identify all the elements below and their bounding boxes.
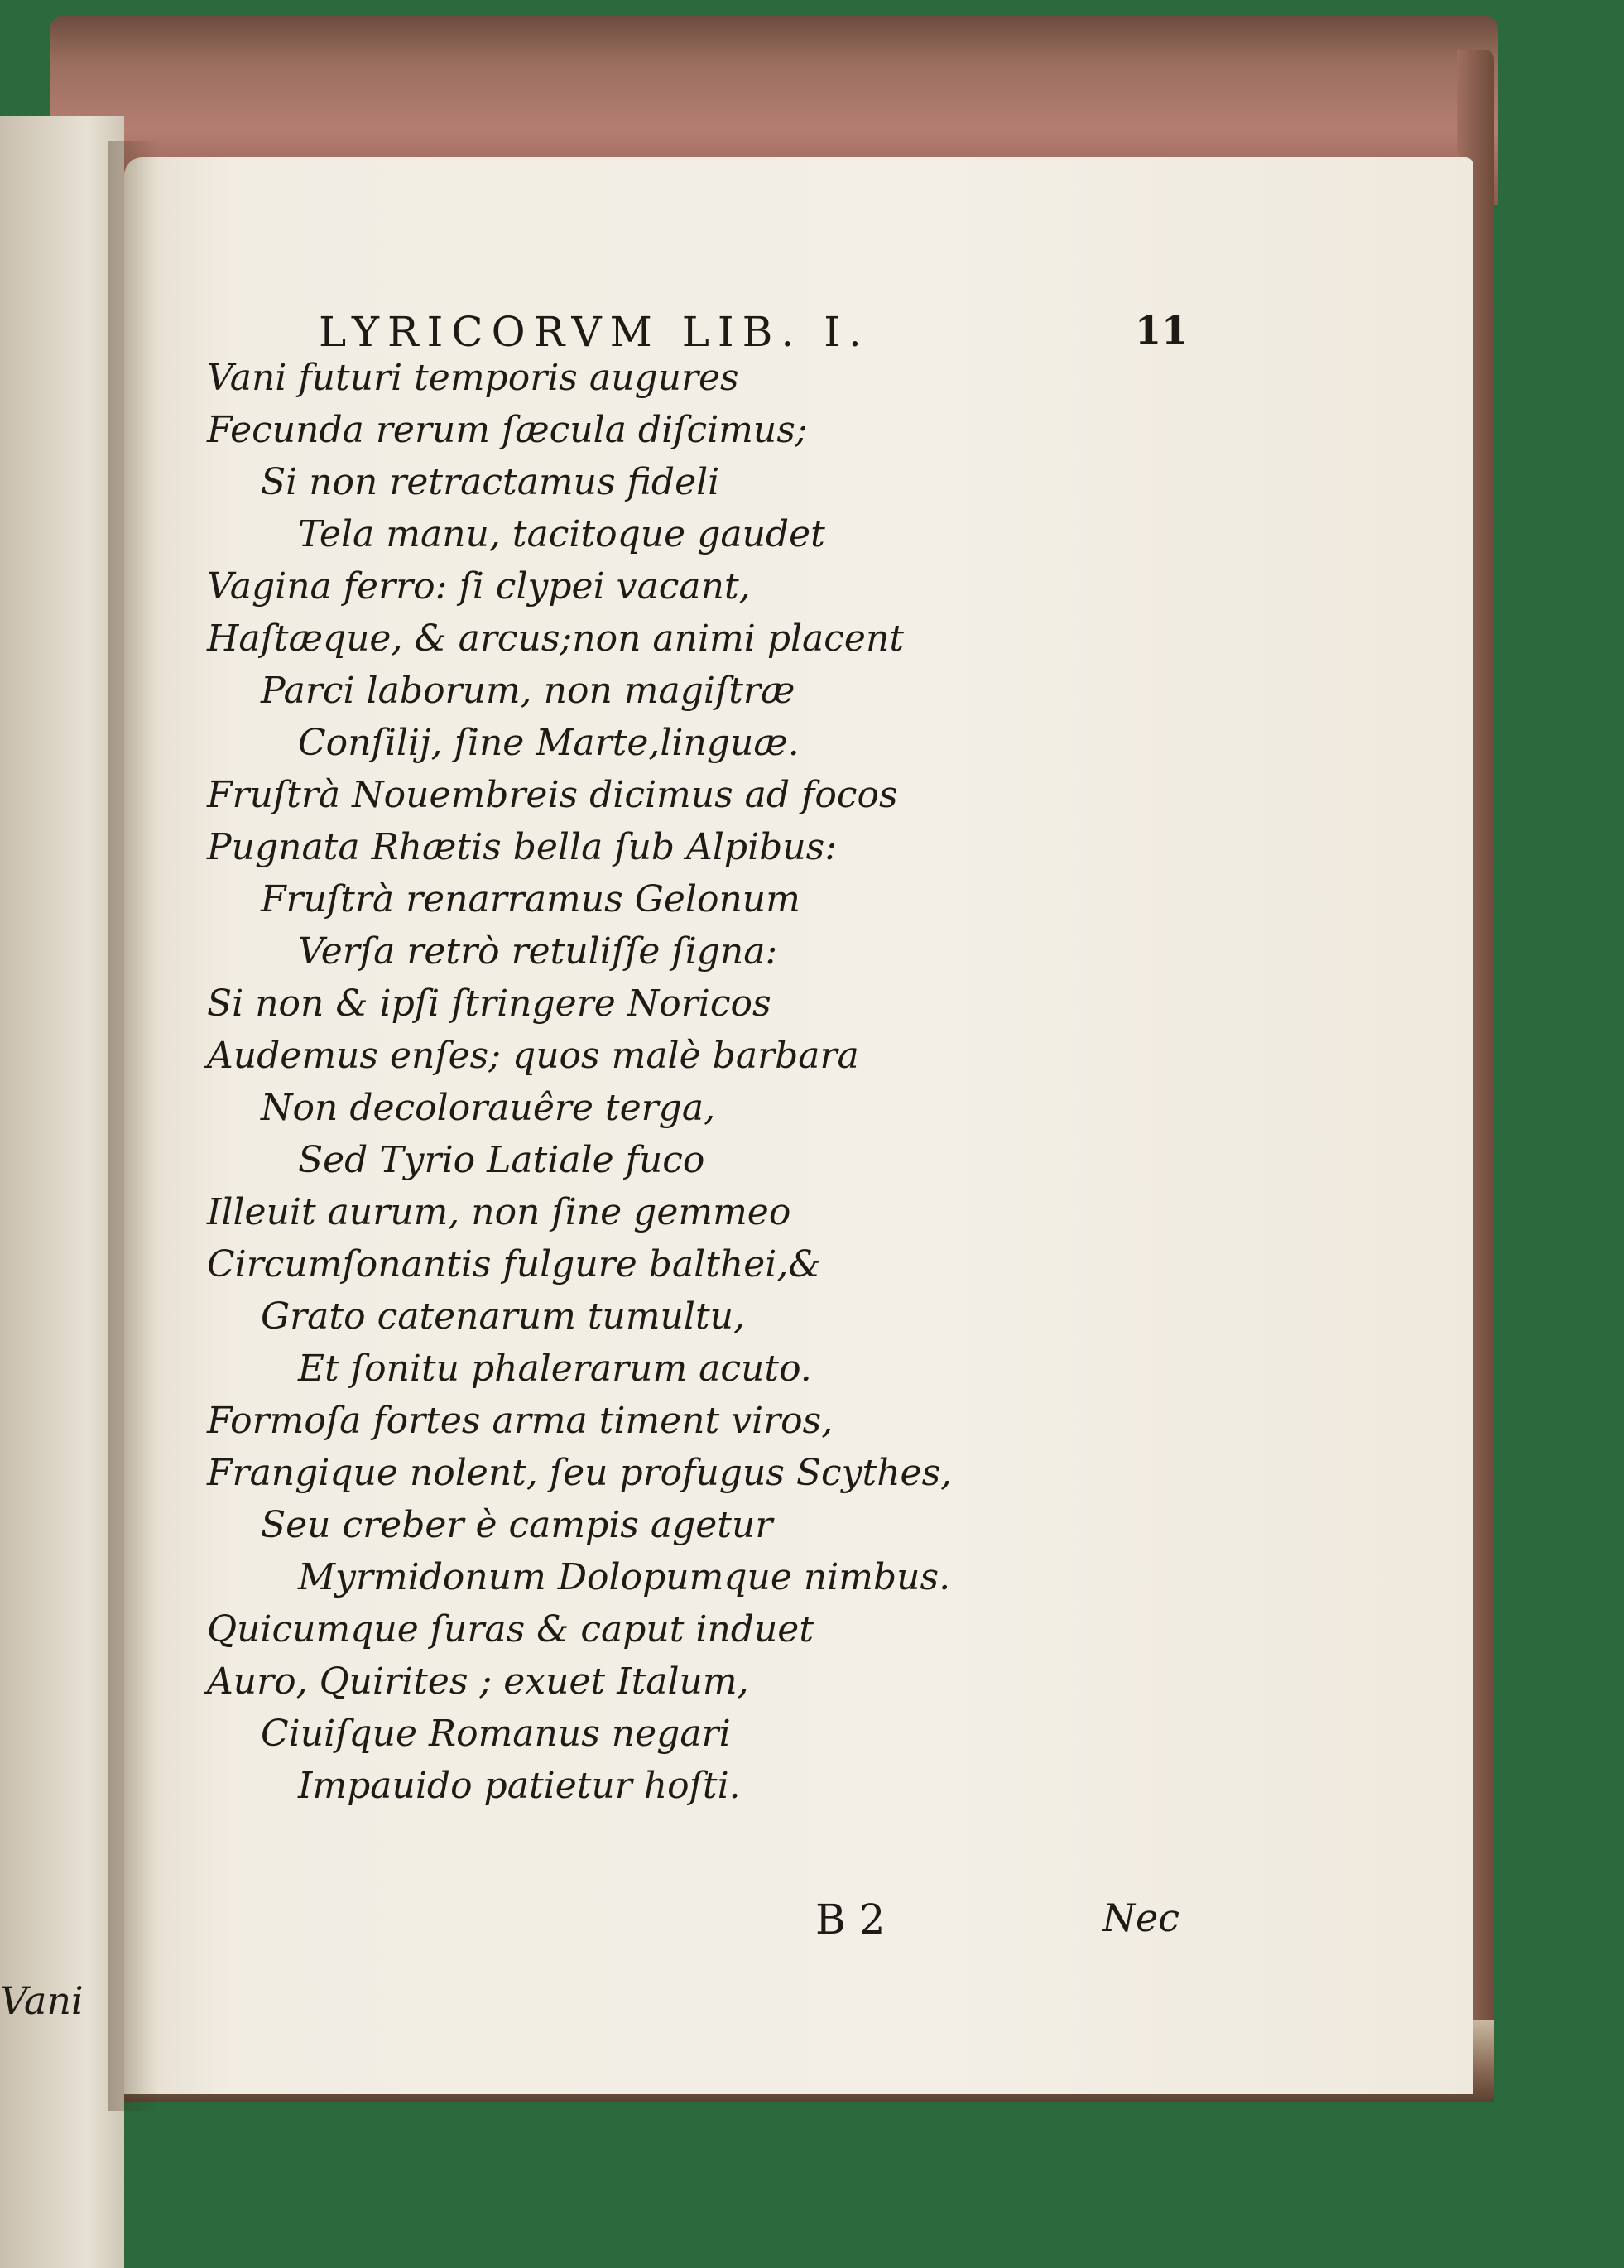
page-number: 11 (1134, 308, 1188, 353)
poem-text (207, 352, 1242, 1812)
poem-line: Circumſonantis fulgure balthei,& (207, 1243, 821, 1285)
poem-line: Et ſonitu phalerarum acuto. (298, 1348, 812, 1390)
poem-line: Si non & ipſi ſtringere Noricos (207, 983, 771, 1025)
page-header (319, 308, 1188, 358)
poem-line: Impauido patietur hoſti. (298, 1765, 741, 1807)
poem-line: Audemus enſes; quos malè barbara (207, 1035, 859, 1077)
poem-line: Frangique nolent, ſeu profugus Scythes, (207, 1452, 953, 1494)
poem-line: Pugnata Rhætis bella ſub Alpibus: (207, 826, 838, 868)
poem-line: Si non retractamus fideli (261, 461, 720, 503)
poem-line: Myrmidonum Dolopumque nimbus. (298, 1556, 951, 1598)
running-title: LYRICORVM LIB. I. (319, 308, 870, 356)
poem-line: Non decolorauêre terga, (261, 1087, 716, 1129)
poem-line: Verſa retrò retuliſſe ſigna: (298, 930, 778, 973)
poem-line: Haſtæque, & arcus;non animi placent (207, 617, 904, 660)
poem-line: Tela manu, tacitoque gaudet (298, 513, 825, 555)
poem-line: Vani futuri temporis augures (207, 357, 739, 399)
catchword: Nec (1102, 1896, 1180, 1940)
poem-line: Vagina ferro: ſi clypei vacant, (207, 565, 751, 608)
poem-line: Auro, Quirites ; exuet Italum, (207, 1660, 749, 1703)
signature-mark: B 2 (815, 1896, 886, 1944)
poem-line: Seu creber è campis agetur (261, 1504, 773, 1546)
poem-line: Parci laborum, non magiſtræ (261, 670, 795, 712)
poem-line: Grato catenarum tumultu, (261, 1295, 745, 1338)
left-page-catchword: Vani (0, 1978, 84, 2023)
poem-line: Illeuit aurum, non ſine gemmeo (207, 1191, 791, 1233)
left-page (0, 116, 124, 2268)
poem-line: Fecunda rerum ſæcula diſcimus; (207, 409, 808, 451)
page-footer (815, 1896, 1180, 1953)
poem-line: Sed Tyrio Latiale fuco (298, 1139, 705, 1181)
poem-line: Quicumque ſuras & caput induet (207, 1608, 814, 1651)
poem-line: Conſilij, ſine Marte,linguæ. (298, 722, 800, 764)
poem-line: Ciuiſque Romanus negari (261, 1713, 731, 1755)
poem-line: Formoſa fortes arma timent viros, (207, 1400, 834, 1442)
spine-shadow (108, 141, 157, 2111)
poem-line: Fruſtrà renarramus Gelonum (261, 878, 800, 920)
poem-line: Fruſtrà Nouembreis dicimus ad focos (207, 774, 898, 816)
